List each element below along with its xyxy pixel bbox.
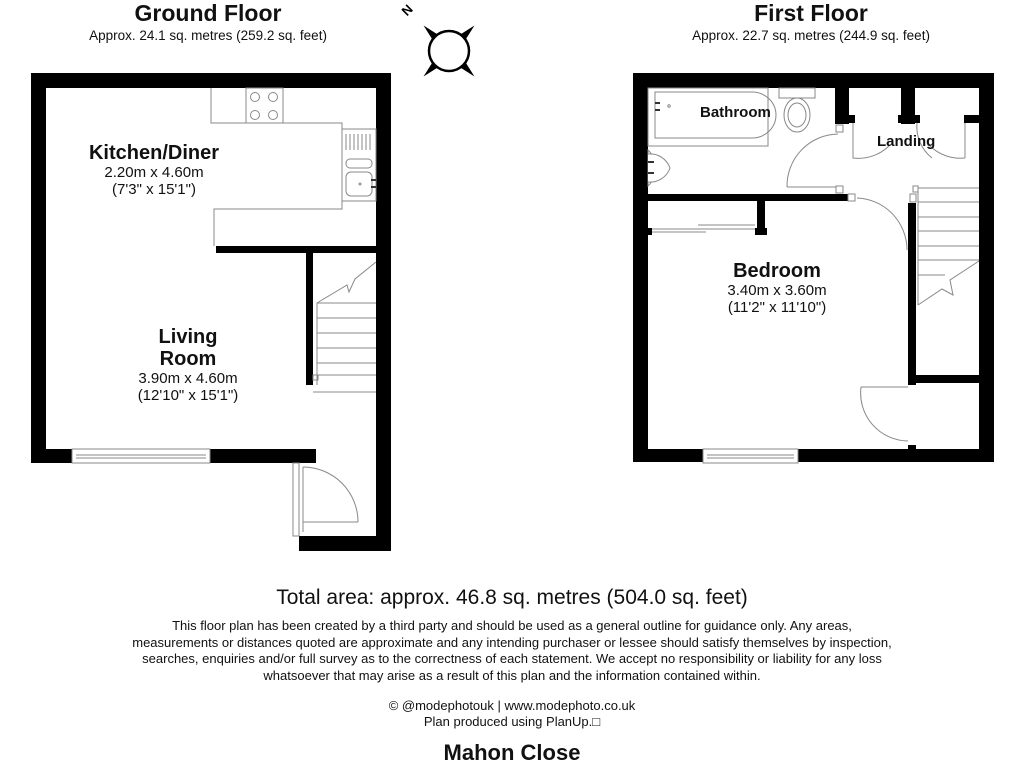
room-label-bathroom: Bathroom: [700, 104, 771, 121]
room-dimensions-imperial: (12'10" x 15'1"): [137, 387, 239, 404]
room-dimensions-metric: 2.20m x 4.60m: [104, 164, 204, 181]
room-dimensions-imperial: (11'2" x 11'10"): [727, 299, 827, 316]
room-dimensions-metric: 3.90m x 4.60m: [138, 370, 238, 387]
bathroom-fixtures: [648, 88, 815, 186]
disclaimer-text: This floor plan has been created by a third party and should be used as a general outline for guidance only. Any areas, measurements or distances quoted are approximate and any intending purchaser or lessee should satisfy themselves by inspection, searches, enquiries and/or full survey as to the correctness of each statement. We accept no responsibility or liability for any loss whatsoever that may arise as a result of this plan and the information contained within.: [132, 618, 892, 683]
room-label-kitchen-diner: [54, 142, 254, 198]
room-name-line1: Living: [158, 326, 218, 348]
total-area: Total area: approx. 46.8 sq. metres (504.0 sq. feet): [276, 586, 748, 609]
ground-floor-title: Ground Floor: [134, 0, 282, 26]
compass-icon: [398, 0, 500, 102]
entrance-door: [293, 463, 358, 536]
credit-line: © @modephotouk | www.modephoto.co.uk: [388, 698, 636, 713]
ground-floor-area: Approx. 24.1 sq. metres (259.2 sq. feet): [89, 28, 327, 43]
first-floor-title: First Floor: [754, 0, 868, 26]
first-floor-area: Approx. 22.7 sq. metres (244.9 sq. feet): [692, 28, 930, 43]
room-label-bedroom: [677, 260, 877, 316]
plan-producer-line: Plan produced using PlanUp.□: [423, 714, 601, 729]
room-label-landing: Landing: [877, 133, 936, 150]
first-floor-window: [703, 449, 798, 463]
room-dimensions-imperial: (7'3" x 15'1"): [112, 181, 196, 198]
room-label-living-room: [88, 326, 288, 404]
ground-floor-staircase: [313, 262, 376, 392]
ground-floor-window: [72, 449, 210, 463]
first-floor-staircase: [910, 186, 979, 305]
room-name-line2: Room: [159, 348, 217, 370]
compass-north-label: N: [398, 1, 416, 19]
room-dimensions-metric: 3.40m x 3.60m: [727, 282, 827, 299]
property-address: Mahon Close: [443, 740, 581, 765]
room-name: Bedroom: [733, 260, 821, 282]
room-name: Kitchen/Diner: [88, 142, 220, 164]
